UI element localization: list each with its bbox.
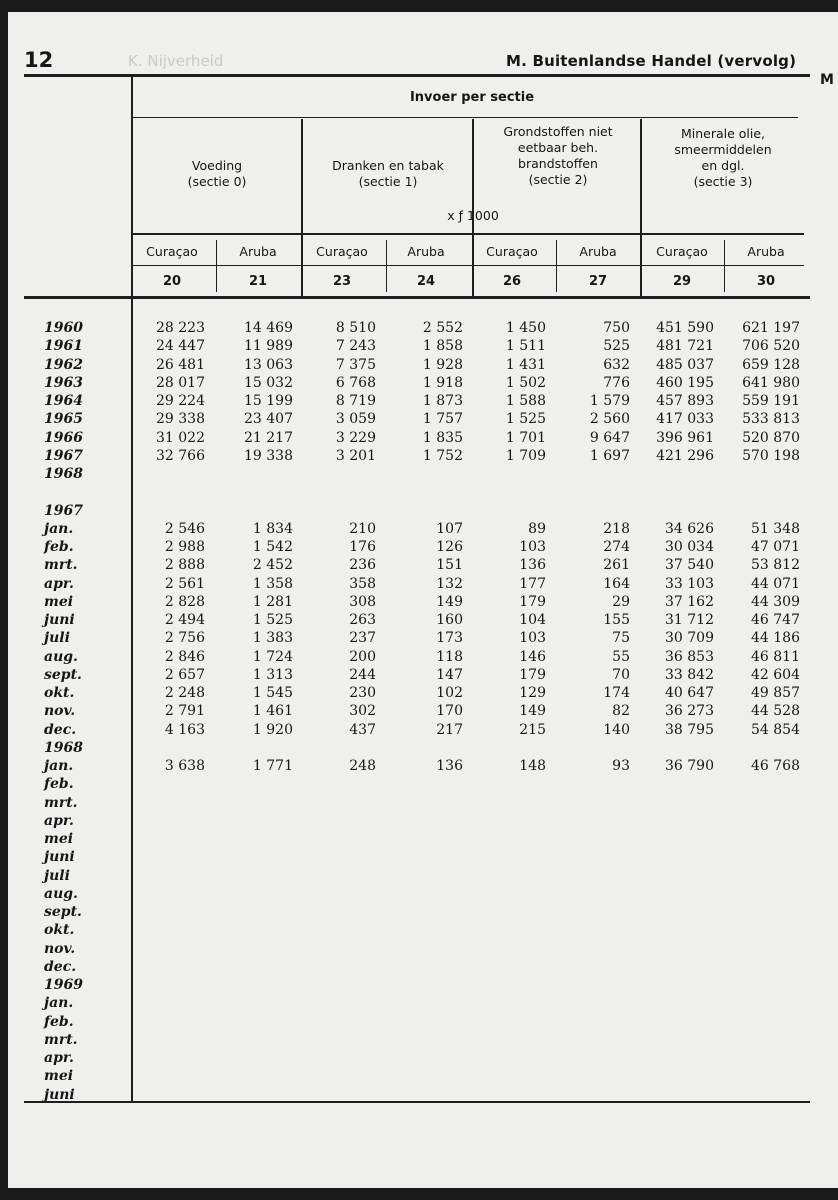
row-label: 1964 bbox=[44, 393, 83, 409]
table-cell: 55 bbox=[612, 648, 630, 665]
table-cell: 776 bbox=[603, 374, 630, 391]
table-cell: 29 bbox=[612, 593, 630, 610]
table-cell: 126 bbox=[436, 539, 463, 555]
row-label: feb. bbox=[44, 776, 74, 793]
table-cell: 525 bbox=[603, 338, 630, 355]
table-cell: 1 525 bbox=[505, 411, 546, 428]
table-cell: 8 719 bbox=[335, 393, 376, 409]
table-cell: 136 bbox=[519, 557, 546, 574]
row-label: 1960 bbox=[44, 320, 83, 336]
table-cell: 93 bbox=[612, 758, 630, 774]
bottom-rule bbox=[24, 1101, 810, 1103]
table-cell: 44 309 bbox=[751, 593, 800, 610]
section-header-line: en dgl. bbox=[701, 158, 745, 173]
column-subheader: Curaçao bbox=[146, 244, 198, 259]
row-label: 1961 bbox=[44, 338, 83, 355]
subheader-rule bbox=[132, 233, 804, 235]
row-label: 1966 bbox=[44, 429, 83, 446]
table-cell: 31 712 bbox=[665, 612, 714, 628]
row-label: nov. bbox=[44, 940, 76, 957]
bleed-through-section-title: K. Nijverheid bbox=[128, 52, 224, 70]
table-cell: 2 846 bbox=[164, 648, 205, 665]
section-header bbox=[642, 126, 804, 190]
row-label: 1968 bbox=[44, 466, 83, 482]
main-header: Invoer per sectie bbox=[409, 90, 535, 105]
table-cell: 36 853 bbox=[665, 648, 714, 665]
table-cell: 421 296 bbox=[656, 447, 714, 464]
table-cell: 302 bbox=[349, 703, 376, 720]
table-cell: 706 520 bbox=[742, 338, 800, 355]
table-cell: 53 812 bbox=[751, 557, 800, 574]
row-label: apr. bbox=[44, 812, 74, 829]
table-cell: 1 383 bbox=[252, 630, 293, 647]
table-cell: 1 511 bbox=[505, 338, 546, 355]
row-label: jan. bbox=[44, 758, 74, 774]
row-label: mei bbox=[44, 593, 74, 610]
table-cell: 2 452 bbox=[252, 557, 293, 574]
table-cell: 570 198 bbox=[742, 447, 800, 464]
table-cell: 2 657 bbox=[164, 666, 205, 683]
table-cell: 2 988 bbox=[164, 539, 205, 555]
table-cell: 7 243 bbox=[335, 338, 376, 355]
table-cell: 132 bbox=[436, 575, 463, 592]
row-label: mei bbox=[44, 831, 74, 847]
row-label: juni bbox=[44, 849, 75, 866]
table-cell: 176 bbox=[349, 539, 376, 555]
row-label: juni bbox=[44, 1086, 75, 1103]
column-subheader: Aruba bbox=[747, 244, 785, 259]
table-cell: 2 791 bbox=[164, 703, 205, 720]
table-cell: 1 835 bbox=[422, 429, 463, 446]
row-label: juni bbox=[44, 612, 75, 628]
table-cell: 173 bbox=[436, 630, 463, 647]
table-cell: 179 bbox=[519, 593, 546, 610]
row-label: okt. bbox=[44, 685, 75, 701]
table-cell: 36 790 bbox=[665, 758, 714, 774]
table-cell: 104 bbox=[519, 612, 546, 628]
table-cell: 37 162 bbox=[665, 593, 714, 610]
column-number: 21 bbox=[248, 274, 268, 289]
table-cell: 358 bbox=[349, 575, 376, 592]
table-cell: 632 bbox=[603, 356, 630, 373]
table-cell: 1 450 bbox=[505, 320, 546, 336]
table-cell: 23 407 bbox=[244, 411, 293, 428]
table-cell: 396 961 bbox=[656, 429, 714, 446]
row-label: dec. bbox=[44, 721, 77, 738]
table-cell: 49 857 bbox=[751, 685, 800, 701]
colnumber-rule bbox=[132, 265, 804, 266]
table-cell: 148 bbox=[519, 758, 546, 774]
row-label: jan. bbox=[44, 995, 74, 1012]
table-cell: 75 bbox=[612, 630, 630, 647]
section-header-line: (sectie 3) bbox=[693, 174, 753, 189]
table-cell: 36 273 bbox=[665, 703, 714, 720]
table-cell: 149 bbox=[519, 703, 546, 720]
table-cell: 460 195 bbox=[656, 374, 714, 391]
column-subheader: Aruba bbox=[407, 244, 445, 259]
table-cell: 70 bbox=[612, 666, 630, 683]
table-cell: 29 338 bbox=[156, 411, 205, 428]
top-rule bbox=[24, 74, 810, 77]
table-cell: 6 768 bbox=[335, 374, 376, 391]
table-cell: 308 bbox=[349, 593, 376, 610]
table-cell: 218 bbox=[603, 520, 630, 537]
column-number: 26 bbox=[502, 274, 522, 289]
table-cell: 1 542 bbox=[252, 539, 293, 555]
row-label: mrt. bbox=[44, 794, 78, 811]
table-cell: 1 771 bbox=[252, 758, 293, 774]
table-cell: 44 186 bbox=[751, 630, 800, 647]
row-label: 1969 bbox=[44, 977, 83, 993]
table-cell: 457 893 bbox=[656, 393, 714, 409]
table-cell: 28 017 bbox=[156, 374, 205, 391]
row-label: dec. bbox=[44, 958, 77, 975]
table-cell: 559 191 bbox=[742, 393, 800, 409]
row-label: sept. bbox=[44, 666, 82, 683]
table-cell: 210 bbox=[349, 520, 376, 537]
table-head-rule bbox=[24, 296, 810, 299]
table-cell: 13 063 bbox=[244, 356, 293, 373]
column-number: 24 bbox=[416, 274, 436, 289]
row-label: aug. bbox=[44, 648, 78, 665]
column-subheader: Aruba bbox=[239, 244, 277, 259]
table-cell: 659 128 bbox=[742, 356, 800, 373]
table-cell: 26 481 bbox=[156, 356, 205, 373]
table-cell: 417 033 bbox=[656, 411, 714, 428]
table-cell: 1 873 bbox=[422, 393, 463, 409]
table-cell: 1 834 bbox=[252, 520, 293, 537]
column-number: 30 bbox=[756, 274, 776, 289]
table-cell: 146 bbox=[519, 648, 546, 665]
table-cell: 118 bbox=[436, 648, 463, 665]
section-header-line: (sectie 2) bbox=[528, 172, 588, 187]
table-cell: 34 626 bbox=[665, 520, 714, 537]
section-header bbox=[474, 124, 642, 188]
column-number: 23 bbox=[332, 274, 352, 289]
table-cell: 261 bbox=[603, 557, 630, 574]
section-header-line: Dranken en tabak bbox=[332, 158, 444, 173]
row-label: mrt. bbox=[44, 1031, 78, 1048]
table-cell: 160 bbox=[436, 612, 463, 628]
table-cell: 200 bbox=[349, 648, 376, 665]
table-cell: 1 724 bbox=[252, 648, 293, 665]
table-cell: 8 510 bbox=[335, 320, 376, 336]
row-label: apr. bbox=[44, 1050, 74, 1066]
table-cell: 1 525 bbox=[252, 612, 293, 628]
table-cell: 1 281 bbox=[252, 593, 293, 610]
header-rule bbox=[132, 117, 798, 118]
section-divider-1 bbox=[301, 119, 303, 297]
table-cell: 28 223 bbox=[156, 320, 205, 336]
table-cell: 46 768 bbox=[751, 758, 800, 774]
table-cell: 451 590 bbox=[656, 320, 714, 336]
table-cell: 31 022 bbox=[156, 429, 205, 446]
section-header bbox=[303, 158, 473, 190]
table-cell: 21 217 bbox=[244, 429, 293, 446]
table-cell: 641 980 bbox=[742, 374, 800, 391]
section-header-line: (sectie 0) bbox=[187, 174, 247, 189]
table-cell: 274 bbox=[603, 539, 630, 555]
row-label: mei bbox=[44, 1068, 74, 1085]
table-cell: 102 bbox=[436, 685, 463, 701]
table-cell: 1 545 bbox=[252, 685, 293, 701]
table-cell: 42 604 bbox=[751, 666, 800, 683]
table-cell: 147 bbox=[436, 666, 463, 683]
row-label: apr. bbox=[44, 575, 74, 592]
section-header-line: Grondstoffen niet bbox=[503, 124, 613, 139]
table-cell: 32 766 bbox=[156, 447, 205, 464]
table-cell: 481 721 bbox=[656, 338, 714, 355]
table-cell: 1 757 bbox=[422, 411, 463, 428]
table-cell: 1 920 bbox=[252, 721, 293, 738]
table-cell: 54 854 bbox=[751, 721, 800, 738]
table-cell: 1 579 bbox=[589, 393, 630, 409]
table-cell: 750 bbox=[603, 320, 630, 336]
table-cell: 103 bbox=[519, 630, 546, 647]
table-cell: 2 561 bbox=[164, 575, 205, 592]
document-page bbox=[8, 12, 838, 1188]
row-label: feb. bbox=[44, 539, 74, 555]
table-cell: 174 bbox=[603, 685, 630, 701]
table-cell: 621 197 bbox=[742, 320, 800, 336]
table-cell: 103 bbox=[519, 539, 546, 555]
table-cell: 15 032 bbox=[244, 374, 293, 391]
row-label: 1968 bbox=[44, 739, 83, 756]
table-cell: 37 540 bbox=[665, 557, 714, 574]
row-label: okt. bbox=[44, 922, 75, 939]
table-cell: 485 037 bbox=[656, 356, 714, 373]
table-cell: 33 103 bbox=[665, 575, 714, 592]
table-cell: 46 747 bbox=[751, 612, 800, 628]
row-label: 1967 bbox=[44, 447, 83, 464]
table-cell: 177 bbox=[519, 575, 546, 592]
table-cell: 47 071 bbox=[751, 539, 800, 555]
table-cell: 520 870 bbox=[742, 429, 800, 446]
table-cell: 1 431 bbox=[505, 356, 546, 373]
table-cell: 1 461 bbox=[252, 703, 293, 720]
table-cell: 1 918 bbox=[422, 374, 463, 391]
table-cell: 237 bbox=[349, 630, 376, 647]
column-subheader: Curaçao bbox=[486, 244, 538, 259]
row-label: 1967 bbox=[44, 502, 83, 519]
table-cell: 248 bbox=[349, 758, 376, 774]
table-cell: 11 989 bbox=[244, 338, 293, 355]
table-cell: 170 bbox=[436, 703, 463, 720]
table-cell: 244 bbox=[349, 666, 376, 683]
table-cell: 533 813 bbox=[742, 411, 800, 428]
table-cell: 1 701 bbox=[505, 429, 546, 446]
table-cell: 236 bbox=[349, 557, 376, 574]
section-header-line: Minerale olie, bbox=[680, 126, 766, 141]
table-cell: 1 502 bbox=[505, 374, 546, 391]
table-cell: 179 bbox=[519, 666, 546, 683]
table-cell: 1 358 bbox=[252, 575, 293, 592]
table-cell: 9 647 bbox=[589, 429, 630, 446]
table-cell: 89 bbox=[528, 520, 546, 537]
table-cell: 2 828 bbox=[164, 593, 205, 610]
section-header-line: eetbaar beh. bbox=[517, 140, 599, 155]
table-cell: 2 248 bbox=[164, 685, 205, 701]
table-cell: 1 709 bbox=[505, 447, 546, 464]
table-cell: 129 bbox=[519, 685, 546, 701]
column-number: 20 bbox=[162, 274, 182, 289]
table-cell: 30 709 bbox=[665, 630, 714, 647]
table-cell: 30 034 bbox=[665, 539, 714, 555]
table-cell: 3 059 bbox=[335, 411, 376, 428]
row-label: 1963 bbox=[44, 374, 83, 391]
table-cell: 2 756 bbox=[164, 630, 205, 647]
table-cell: 1 752 bbox=[422, 447, 463, 464]
column-subheader: Aruba bbox=[579, 244, 617, 259]
table-cell: 82 bbox=[612, 703, 630, 720]
row-label: nov. bbox=[44, 703, 76, 720]
table-cell: 24 447 bbox=[156, 338, 205, 355]
column-subheader: Curaçao bbox=[656, 244, 708, 259]
table-cell: 4 163 bbox=[164, 721, 205, 738]
table-cell: 40 647 bbox=[665, 685, 714, 701]
table-cell: 437 bbox=[349, 721, 376, 738]
page-number: 12 bbox=[24, 48, 54, 72]
table-cell: 1 313 bbox=[252, 666, 293, 683]
table-cell: 1 928 bbox=[422, 356, 463, 373]
section-header-line: Voeding bbox=[191, 158, 243, 173]
table-cell: 230 bbox=[349, 685, 376, 701]
table-cell: 107 bbox=[436, 520, 463, 537]
column-number: 27 bbox=[588, 274, 608, 289]
table-cell: 44 528 bbox=[751, 703, 800, 720]
row-label: 1962 bbox=[44, 356, 83, 373]
table-cell: 3 201 bbox=[335, 447, 376, 464]
table-cell: 263 bbox=[349, 612, 376, 628]
row-label: feb. bbox=[44, 1013, 74, 1030]
table-cell: 149 bbox=[436, 593, 463, 610]
table-cell: 217 bbox=[436, 721, 463, 738]
table-cell: 2 552 bbox=[422, 320, 463, 336]
section-header bbox=[132, 158, 302, 190]
table-cell: 140 bbox=[603, 721, 630, 738]
table-cell: 44 071 bbox=[751, 575, 800, 592]
table-cell: 7 375 bbox=[335, 356, 376, 373]
table-cell: 164 bbox=[603, 575, 630, 592]
table-cell: 155 bbox=[603, 612, 630, 628]
table-cell: 29 224 bbox=[156, 393, 205, 409]
table-cell: 46 811 bbox=[751, 648, 800, 665]
column-number: 29 bbox=[672, 274, 692, 289]
table-cell: 33 842 bbox=[665, 666, 714, 683]
row-label: 1965 bbox=[44, 411, 83, 428]
table-cell: 51 348 bbox=[751, 520, 800, 537]
row-label: mrt. bbox=[44, 557, 78, 574]
row-label: juli bbox=[44, 867, 70, 884]
table-cell: 2 546 bbox=[164, 520, 205, 537]
table-cell: 2 494 bbox=[164, 612, 205, 628]
table-cell: 19 338 bbox=[244, 447, 293, 464]
section-header-line: smeermiddelen bbox=[674, 142, 772, 157]
right-margin-letter: M bbox=[820, 72, 834, 88]
table-cell: 14 469 bbox=[244, 320, 293, 336]
row-label: aug. bbox=[44, 885, 78, 902]
table-cell: 1 588 bbox=[505, 393, 546, 409]
row-label: juli bbox=[44, 630, 70, 647]
column-subheader: Curaçao bbox=[316, 244, 368, 259]
table-cell: 2 888 bbox=[164, 557, 205, 574]
table-cell: 38 795 bbox=[665, 721, 714, 738]
section-header-line: (sectie 1) bbox=[358, 174, 418, 189]
table-cell: 15 199 bbox=[244, 393, 293, 409]
table-cell: 2 560 bbox=[589, 411, 630, 428]
table-cell: 1 697 bbox=[589, 447, 630, 464]
page-title: M. Buitenlandse Handel (vervolg) bbox=[506, 52, 797, 70]
table-cell: 151 bbox=[436, 557, 463, 574]
row-label: jan. bbox=[44, 520, 74, 537]
table-cell: 1 858 bbox=[422, 338, 463, 355]
table-cell: 3 638 bbox=[164, 758, 205, 774]
table-cell: 3 229 bbox=[335, 429, 376, 446]
section-header-line: brandstoffen bbox=[518, 156, 598, 171]
table-cell: 136 bbox=[436, 758, 463, 774]
unit-label: x ƒ 1000 bbox=[447, 208, 499, 223]
row-label: sept. bbox=[44, 904, 82, 920]
table-cell: 215 bbox=[519, 721, 546, 738]
